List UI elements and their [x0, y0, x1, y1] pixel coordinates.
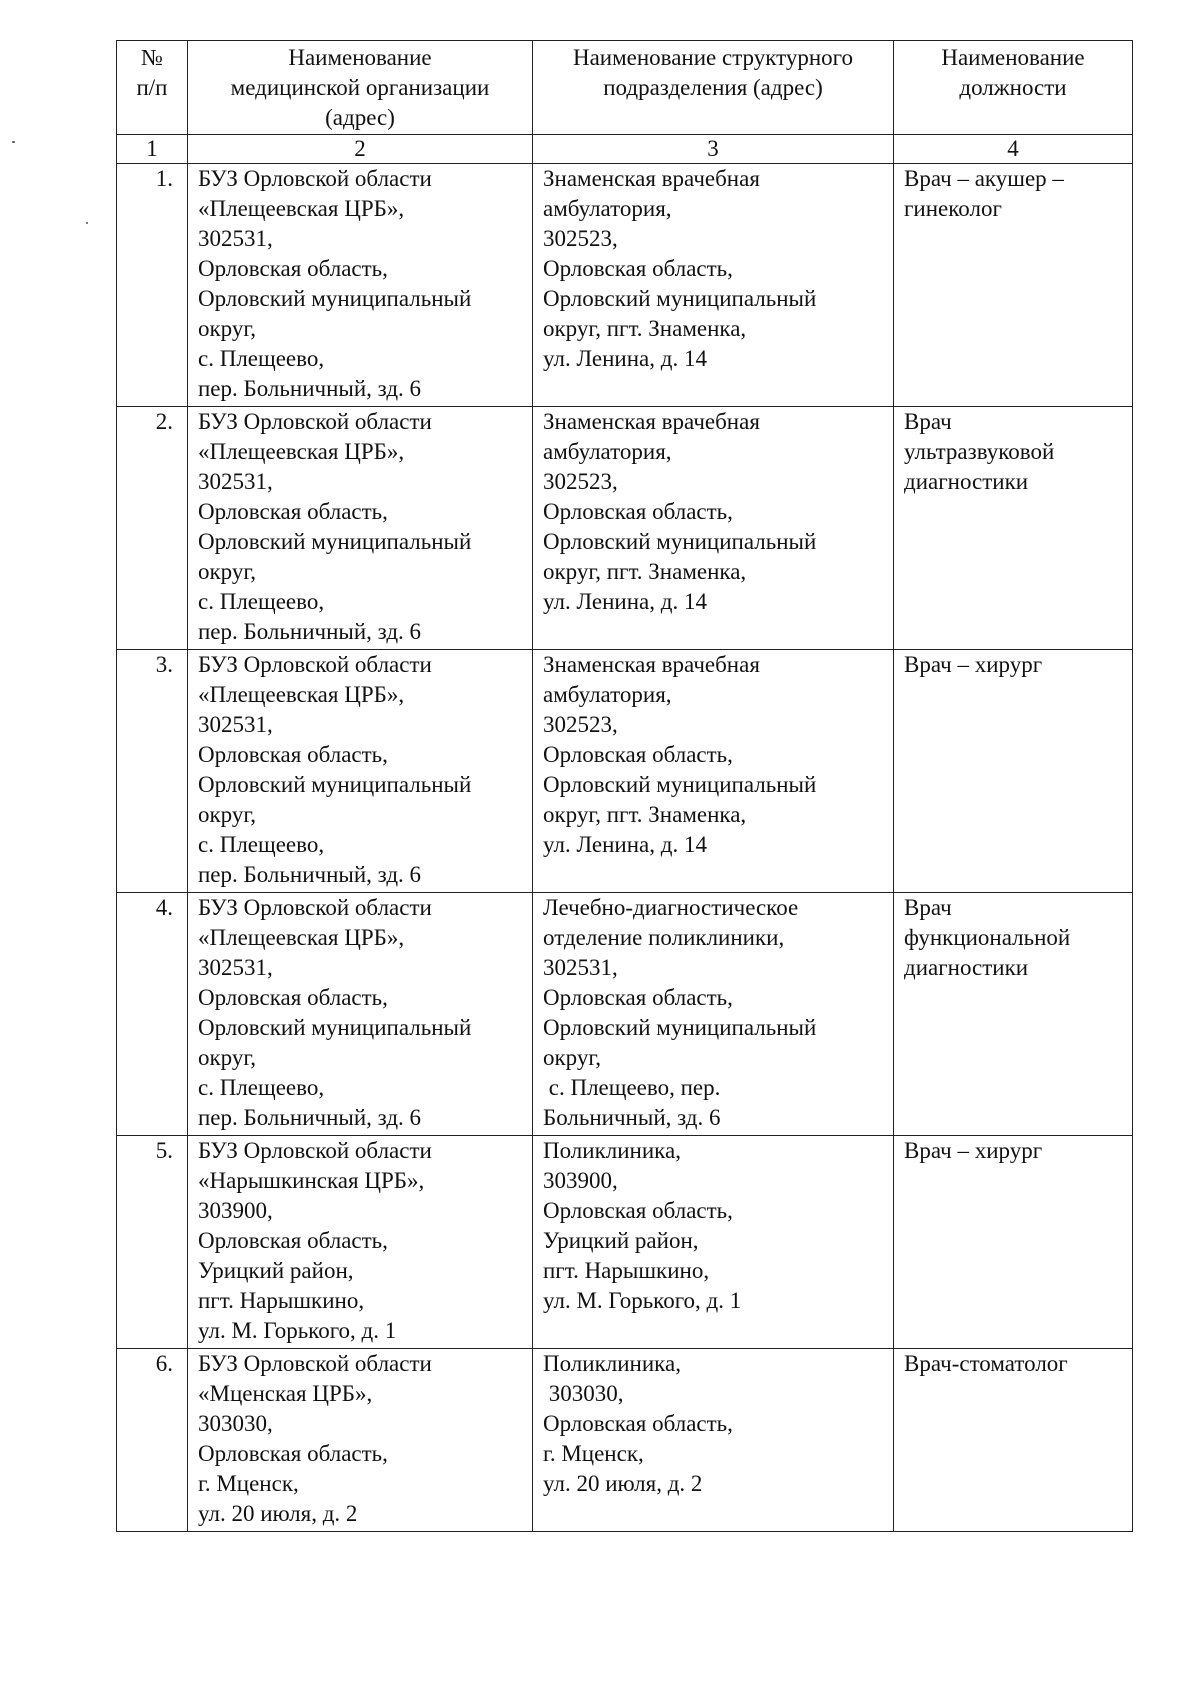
- cell-line: ул. М. Горького, д. 1: [198, 1318, 397, 1343]
- cell-line: амбулатория,: [543, 682, 672, 707]
- header-line: должности: [959, 75, 1067, 100]
- cell-line: Поликлиника,: [543, 1351, 681, 1376]
- cell-line: 302531,: [198, 955, 273, 980]
- cell-line: пгт. Нарышкино,: [198, 1288, 365, 1313]
- scan-speck: [86, 222, 88, 224]
- position-cell: [894, 893, 1133, 1136]
- table-row: [117, 1136, 1133, 1349]
- cell-line: Орловская область,: [543, 256, 733, 281]
- cell-line: амбулатория,: [543, 196, 672, 221]
- cell-line: 303030,: [198, 1411, 273, 1436]
- table-header-row: [117, 41, 1133, 135]
- table-row: [117, 650, 1133, 893]
- cell-line: ультразвуковой: [904, 439, 1055, 464]
- position-cell: [894, 650, 1133, 893]
- cell-line: округ,: [543, 1045, 601, 1070]
- cell-line: Орловская область,: [198, 1441, 388, 1466]
- cell-line: 303030,: [543, 1381, 624, 1406]
- cell-line: 302531,: [198, 712, 273, 737]
- header-line: Наименование структурного: [572, 45, 854, 70]
- header-line: медицинской организации: [230, 75, 490, 100]
- cell-line: БУЗ Орловской области: [198, 1351, 432, 1376]
- cell-line: Врач: [904, 895, 952, 920]
- cell-line: «Плещеевская ЦРБ»,: [198, 925, 405, 950]
- cell-line: Знаменская врачебная: [543, 166, 760, 191]
- cell-line: Орловский муниципальный: [198, 772, 472, 797]
- cell-line: Орловский муниципальный: [543, 529, 817, 554]
- cell-line: округ, пгт. Знаменка,: [543, 559, 747, 584]
- organization-cell: [188, 407, 533, 650]
- cell-line: пер. Больничный, зд. 6: [198, 1105, 422, 1130]
- table-body: [117, 164, 1133, 1532]
- row-number: 1.: [117, 164, 188, 407]
- position-cell: [894, 407, 1133, 650]
- cell-line: с. Плещеево,: [198, 1075, 325, 1100]
- cell-line: 302523,: [543, 469, 618, 494]
- header-unit: [533, 41, 894, 135]
- cell-line: амбулатория,: [543, 439, 672, 464]
- row-number: 4.: [117, 893, 188, 1136]
- column-index: 2: [188, 135, 533, 164]
- unit-cell: [533, 407, 894, 650]
- cell-line: ул. 20 июля, д. 2: [543, 1471, 703, 1496]
- header-line: (адрес): [325, 105, 395, 130]
- cell-line: БУЗ Орловской области: [198, 166, 432, 191]
- cell-line: Орловский муниципальный: [543, 1015, 817, 1040]
- cell-line: ул. 20 июля, д. 2: [198, 1501, 358, 1526]
- table-row: [117, 164, 1133, 407]
- cell-line: Лечебно-диагностическое: [543, 895, 799, 920]
- cell-line: 303900,: [543, 1168, 618, 1193]
- cell-line: ул. Ленина, д. 14: [543, 346, 707, 371]
- cell-line: г. Мценск,: [198, 1471, 299, 1496]
- organization-cell: [188, 1349, 533, 1532]
- unit-cell: [533, 650, 894, 893]
- cell-line: «Плещеевская ЦРБ»,: [198, 196, 405, 221]
- cell-line: отделение поликлиники,: [543, 925, 785, 950]
- cell-line: «Плещеевская ЦРБ»,: [198, 439, 405, 464]
- cell-line: Больничный, зд. 6: [543, 1105, 721, 1130]
- cell-line: Орловская область,: [543, 1198, 733, 1223]
- cell-line: округ,: [198, 802, 256, 827]
- header-line: подразделения (адрес): [603, 75, 823, 100]
- cell-line: г. Мценск,: [543, 1441, 644, 1466]
- cell-line: Орловская область,: [543, 1411, 733, 1436]
- position-cell: [894, 164, 1133, 407]
- organization-cell: [188, 893, 533, 1136]
- cell-line: 302523,: [543, 712, 618, 737]
- header-line: №: [141, 45, 163, 70]
- column-index: 1: [117, 135, 188, 164]
- cell-line: БУЗ Орловской области: [198, 409, 432, 434]
- cell-line: диагностики: [904, 955, 1029, 980]
- header-organization: [188, 41, 533, 135]
- header-line: п/п: [136, 75, 168, 100]
- cell-line: Орловская область,: [543, 985, 733, 1010]
- unit-cell: [533, 164, 894, 407]
- cell-line: пгт. Нарышкино,: [543, 1258, 710, 1283]
- header-position: [894, 41, 1133, 135]
- cell-line: Врач – хирург: [904, 1138, 1043, 1163]
- cell-line: ул. М. Горького, д. 1: [543, 1288, 742, 1313]
- cell-line: 302531,: [543, 955, 618, 980]
- cell-line: 302531,: [198, 226, 273, 251]
- column-index-row: [117, 135, 1133, 164]
- cell-line: округ,: [198, 559, 256, 584]
- cell-line: пер. Больничный, зд. 6: [198, 376, 422, 401]
- cell-line: функциональной: [904, 925, 1071, 950]
- cell-line: Врач: [904, 409, 952, 434]
- cell-line: Орловская область,: [198, 1228, 388, 1253]
- cell-line: Орловская область,: [198, 985, 388, 1010]
- cell-line: ул. Ленина, д. 14: [543, 589, 707, 614]
- header-line: Наименование: [288, 45, 432, 70]
- header-number: [117, 41, 188, 135]
- cell-line: округ,: [198, 316, 256, 341]
- row-number: 6.: [117, 1349, 188, 1532]
- cell-line: с. Плещеево, пер.: [543, 1075, 721, 1100]
- row-number: 2.: [117, 407, 188, 650]
- unit-cell: [533, 1136, 894, 1349]
- position-cell: [894, 1136, 1133, 1349]
- cell-line: Поликлиника,: [543, 1138, 681, 1163]
- organization-cell: [188, 650, 533, 893]
- cell-line: 302523,: [543, 226, 618, 251]
- cell-line: Орловская область,: [198, 742, 388, 767]
- organization-cell: [188, 164, 533, 407]
- cell-line: Урицкий район,: [198, 1258, 354, 1283]
- cell-line: «Плещеевская ЦРБ»,: [198, 682, 405, 707]
- organization-cell: [188, 1136, 533, 1349]
- table-row: [117, 1349, 1133, 1532]
- cell-line: 302531,: [198, 469, 273, 494]
- cell-line: Орловская область,: [198, 256, 388, 281]
- cell-line: БУЗ Орловской области: [198, 895, 432, 920]
- cell-line: ул. Ленина, д. 14: [543, 832, 707, 857]
- cell-line: БУЗ Орловской области: [198, 1138, 432, 1163]
- unit-cell: [533, 893, 894, 1136]
- cell-line: 303900,: [198, 1198, 273, 1223]
- row-number: 5.: [117, 1136, 188, 1349]
- cell-line: с. Плещеево,: [198, 589, 325, 614]
- table-row: [117, 893, 1133, 1136]
- cell-line: «Нарышкинская ЦРБ»,: [198, 1168, 425, 1193]
- column-index: 3: [533, 135, 894, 164]
- cell-line: Орловский муниципальный: [543, 772, 817, 797]
- cell-line: пер. Больничный, зд. 6: [198, 862, 422, 887]
- cell-line: пер. Больничный, зд. 6: [198, 619, 422, 644]
- cell-line: гинеколог: [904, 196, 1002, 221]
- positions-table: [116, 40, 1133, 1532]
- cell-line: Врач-стоматолог: [904, 1351, 1068, 1376]
- cell-line: округ,: [198, 1045, 256, 1070]
- cell-line: Орловская область,: [543, 742, 733, 767]
- cell-line: Орловский муниципальный: [543, 286, 817, 311]
- cell-line: Знаменская врачебная: [543, 652, 760, 677]
- cell-line: БУЗ Орловской области: [198, 652, 432, 677]
- row-number: 3.: [117, 650, 188, 893]
- cell-line: «Мценская ЦРБ»,: [198, 1381, 373, 1406]
- position-cell: [894, 1349, 1133, 1532]
- cell-line: с. Плещеево,: [198, 832, 325, 857]
- cell-line: Орловский муниципальный: [198, 1015, 472, 1040]
- cell-line: Знаменская врачебная: [543, 409, 760, 434]
- scan-speck: [12, 141, 15, 143]
- cell-line: с. Плещеево,: [198, 346, 325, 371]
- cell-line: диагностики: [904, 469, 1029, 494]
- column-index: 4: [894, 135, 1133, 164]
- cell-line: Урицкий район,: [543, 1228, 699, 1253]
- unit-cell: [533, 1349, 894, 1532]
- cell-line: Врач – акушер –: [904, 166, 1064, 191]
- table-row: [117, 407, 1133, 650]
- header-line: Наименование: [941, 45, 1085, 70]
- cell-line: Орловский муниципальный: [198, 286, 472, 311]
- cell-line: Орловский муниципальный: [198, 529, 472, 554]
- cell-line: Орловская область,: [198, 499, 388, 524]
- cell-line: Врач – хирург: [904, 652, 1043, 677]
- cell-line: Орловская область,: [543, 499, 733, 524]
- cell-line: округ, пгт. Знаменка,: [543, 802, 747, 827]
- cell-line: округ, пгт. Знаменка,: [543, 316, 747, 341]
